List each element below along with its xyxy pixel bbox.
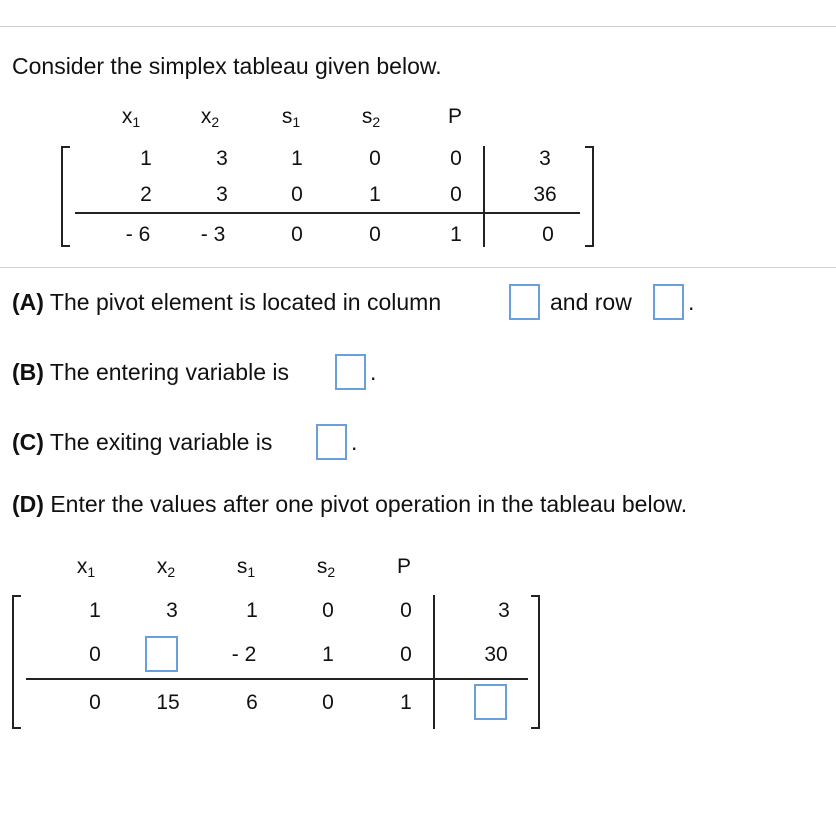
t2-cell: 0 [89, 643, 101, 666]
t2-cell: 3 [498, 599, 510, 622]
t2-header-s2: $s_2$ [316, 555, 336, 580]
t1-cell: 1 [140, 147, 152, 170]
t1-vertical-rule [483, 146, 485, 247]
part-a-label: (A) [12, 289, 44, 315]
t1-cell: - 6 [125, 223, 151, 246]
top-divider [0, 26, 836, 27]
t2-cell: 1 [246, 599, 258, 622]
t1-left-bracket-bottom [61, 245, 70, 247]
t2-row3-rhs-input[interactable] [474, 684, 507, 720]
intro-text: Consider the simplex tableau given below. [12, 53, 442, 79]
t1-cell: 1 [291, 147, 303, 170]
t2-cell: 1 [322, 643, 334, 666]
t2-cell: 1 [400, 691, 412, 714]
part-a-text: The pivot element is located in column [49, 289, 442, 315]
t2-header-p: P [396, 555, 412, 578]
t1-left-bracket-top [61, 146, 70, 148]
part-c-period: . [351, 429, 358, 455]
t1-header-x2: $x_2$ [200, 105, 220, 130]
t1-header-s1: $s_1$ [281, 105, 301, 130]
t2-cell: 0 [322, 691, 334, 714]
t1-cell: 0 [369, 223, 381, 246]
t1-cell: 1 [369, 183, 381, 206]
t2-cell: 3 [166, 599, 178, 622]
t1-header-p: P [447, 105, 463, 128]
t1-header-s2: $s_2$ [361, 105, 381, 130]
t2-cell: 30 [484, 643, 508, 666]
t2-cell: 6 [246, 691, 258, 714]
part-b-question [12, 358, 289, 386]
part-d-label: (D) [12, 491, 44, 517]
part-a-period: . [688, 289, 695, 315]
t2-cell: 0 [89, 691, 101, 714]
entering-variable-input[interactable] [335, 354, 366, 390]
t2-cell: 0 [400, 599, 412, 622]
t1-cell: 0 [450, 147, 462, 170]
part-c-question [12, 428, 272, 456]
t1-cell: 0 [542, 223, 554, 246]
pivot-column-input[interactable] [509, 284, 540, 320]
t1-cell: 3 [216, 183, 228, 206]
t1-cell: - 3 [200, 223, 226, 246]
t1-right-bracket-bottom [585, 245, 594, 247]
t1-cell: 0 [291, 223, 303, 246]
t1-right-bracket-top [585, 146, 594, 148]
part-c-label: (C) [12, 429, 44, 455]
t2-header-s1: $s_1$ [236, 555, 256, 580]
t1-cell: 0 [450, 183, 462, 206]
part-d-question [12, 490, 687, 518]
t2-right-bracket-top [531, 595, 540, 597]
t2-cell: - 2 [231, 643, 257, 666]
t2-cell: 15 [156, 691, 180, 714]
part-a-question [12, 288, 441, 316]
t2-left-bracket-bottom [12, 727, 21, 729]
t1-left-bracket [61, 146, 63, 247]
part-b-period: . [370, 359, 377, 385]
t2-cell: 0 [400, 643, 412, 666]
t2-right-bracket-bottom [531, 727, 540, 729]
pivot-row-input[interactable] [653, 284, 684, 320]
t1-cell: 3 [216, 147, 228, 170]
t1-horizontal-rule [75, 212, 580, 214]
t1-cell: 0 [291, 183, 303, 206]
exiting-variable-input[interactable] [316, 424, 347, 460]
t2-left-bracket-top [12, 595, 21, 597]
t2-row2-x2-input[interactable] [145, 636, 178, 672]
t1-cell: 3 [539, 147, 551, 170]
part-b-label: (B) [12, 359, 44, 385]
t2-header-x1: $x_1$ [76, 555, 96, 580]
part-d-text: Enter the values after one pivot operation in the tableau below. [50, 491, 688, 517]
t2-horizontal-rule [26, 678, 528, 680]
middle-divider [0, 267, 836, 268]
t1-header-x1: $x_1$ [121, 105, 141, 130]
t2-left-bracket [12, 595, 14, 729]
part-a-text2: and row [550, 289, 632, 315]
t2-vertical-rule [433, 595, 435, 729]
t1-cell: 1 [450, 223, 462, 246]
part-b-text: The entering variable is [49, 359, 289, 385]
t2-cell: 1 [89, 599, 101, 622]
t2-right-bracket [538, 595, 540, 729]
t2-header-x2: $x_2$ [156, 555, 176, 580]
t2-cell: 0 [322, 599, 334, 622]
part-c-text: The exiting variable is [49, 429, 273, 455]
t1-cell: 0 [369, 147, 381, 170]
t1-cell: 36 [533, 183, 557, 206]
t1-cell: 2 [140, 183, 152, 206]
t1-right-bracket [592, 146, 594, 247]
